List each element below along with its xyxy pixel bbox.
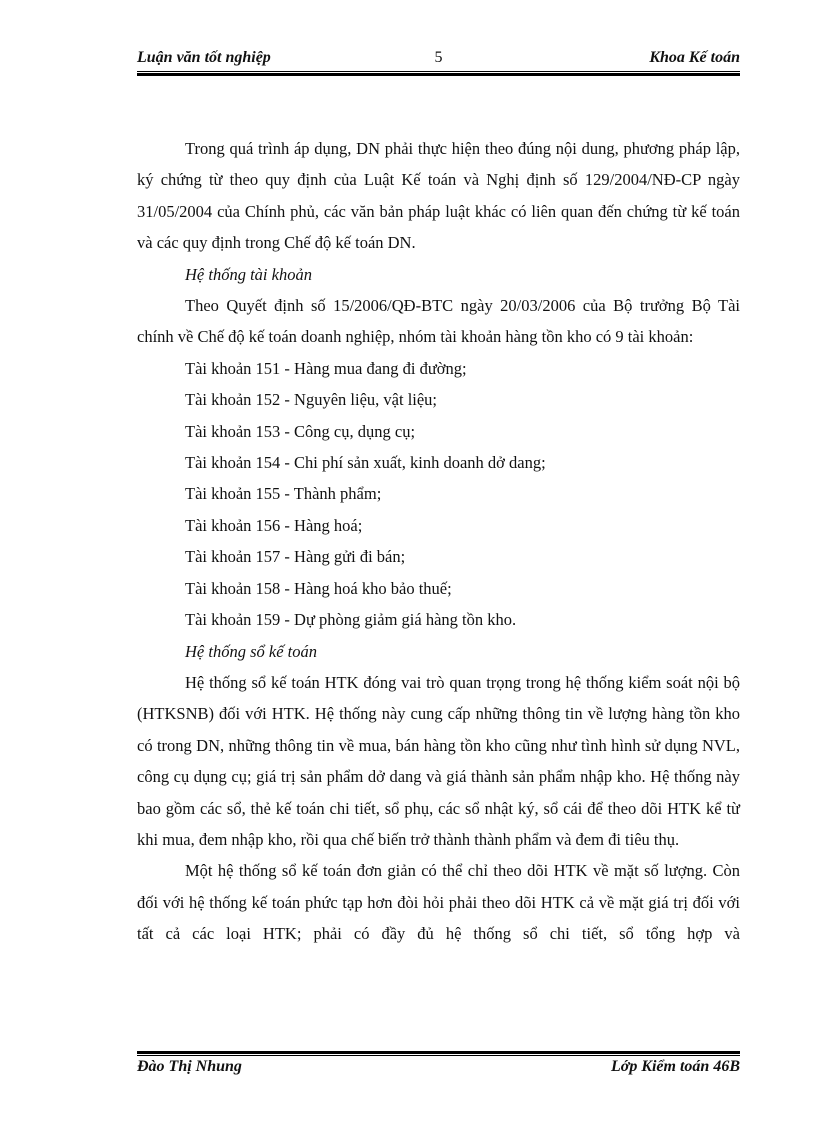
header-rule-thin (137, 71, 740, 72)
account-item: Tài khoản 159 - Dự phòng giảm giá hàng tồn kho. (185, 610, 517, 630)
header-rule-thick (137, 73, 740, 76)
account-item: Tài khoản 158 - Hàng hoá kho bảo thuế; (185, 578, 452, 598)
account-item: Tài khoản 153 - Công cụ, dụng cụ; (185, 421, 416, 441)
header-thesis-title: Luận văn tốt nghiệp (137, 49, 271, 66)
page-header (137, 46, 740, 72)
account-item: Tài khoản 154 - Chi phí sản xuất, kinh doanh dở dang; (185, 453, 546, 473)
paragraph-ledger-simple: Một hệ thống sổ kế toán đơn giản có thể chỉ theo dõi HTK về mặt số lượng. Còn đối với hệ thống kế toán phức tạp hơn đòi hỏi phải theo dõi HTK cả về mặt giá trị đối với tất cả các loại HTK; phải có đầy đủ hệ thống sổ chi tiết, sổ tổng hợp và (137, 861, 740, 944)
footer-author: Đào Thị Nhung (137, 1058, 242, 1075)
account-item: Tài khoản 152 - Nguyên liệu, vật liệu; (185, 390, 438, 410)
footer-class: Lớp Kiểm toán 46B (610, 1058, 740, 1075)
account-item: Tài khoản 156 - Hàng hoá; (185, 515, 363, 535)
paragraph-ledger-system: Hệ thống sổ kế toán HTK đóng vai trò quan trọng trong hệ thống kiểm soát nội bộ (HTKSNB) đối với HTK. Hệ thống này cung cấp những thông tin về lượng hàng tồn kho có trong DN, những thông tin về mua, bán hàng tồn kho cũng như tình hình sử dụng NVL, công cụ dụng cụ; giá trị sản phẩm dở dang và giá thành sản phẩm nhập kho. Hệ thống này bao gồm các sổ, thẻ kế toán chi tiết, sổ phụ, các sổ nhật ký, sổ cái để theo dõi HTK kể từ khi mua, đem nhập kho, rồi qua chế biến trở thành thành phẩm và đem đi tiêu thụ. (137, 672, 740, 849)
paragraph-documents: Trong quá trình áp dụng, DN phải thực hiện theo đúng nội dung, phương pháp lập, ký chứng từ theo quy định của Luật Kế toán và Nghị định số 129/2004/NĐ-CP ngày 31/05/2004 của Chính phủ, các văn bản pháp luật khác có liên quan đến chứng từ kế toán và các quy định trong Chế độ kế toán DN. (137, 139, 740, 253)
page-number: 5 (434, 49, 443, 66)
section-heading-ledgers: Hệ thống sổ kế toán (185, 641, 317, 661)
page-body (137, 133, 740, 950)
page-footer (137, 1054, 740, 1080)
account-item: Tài khoản 151 - Hàng mua đang đi đường; (185, 358, 467, 378)
section-heading-accounts: Hệ thống tài khoản (185, 264, 312, 284)
paragraph-accounts-intro: Theo Quyết định số 15/2006/QĐ-BTC ngày 20/03/2006 của Bộ trưởng Bộ Tài chính về Chế độ kế toán doanh nghiệp, nhóm tài khoản hàng tồn kho có 9 tài khoản: (137, 296, 740, 347)
account-item: Tài khoản 155 - Thành phẩm; (185, 484, 382, 504)
account-item: Tài khoản 157 - Hàng gửi đi bán; (185, 547, 406, 567)
header-faculty: Khoa Kế toán (649, 49, 740, 66)
